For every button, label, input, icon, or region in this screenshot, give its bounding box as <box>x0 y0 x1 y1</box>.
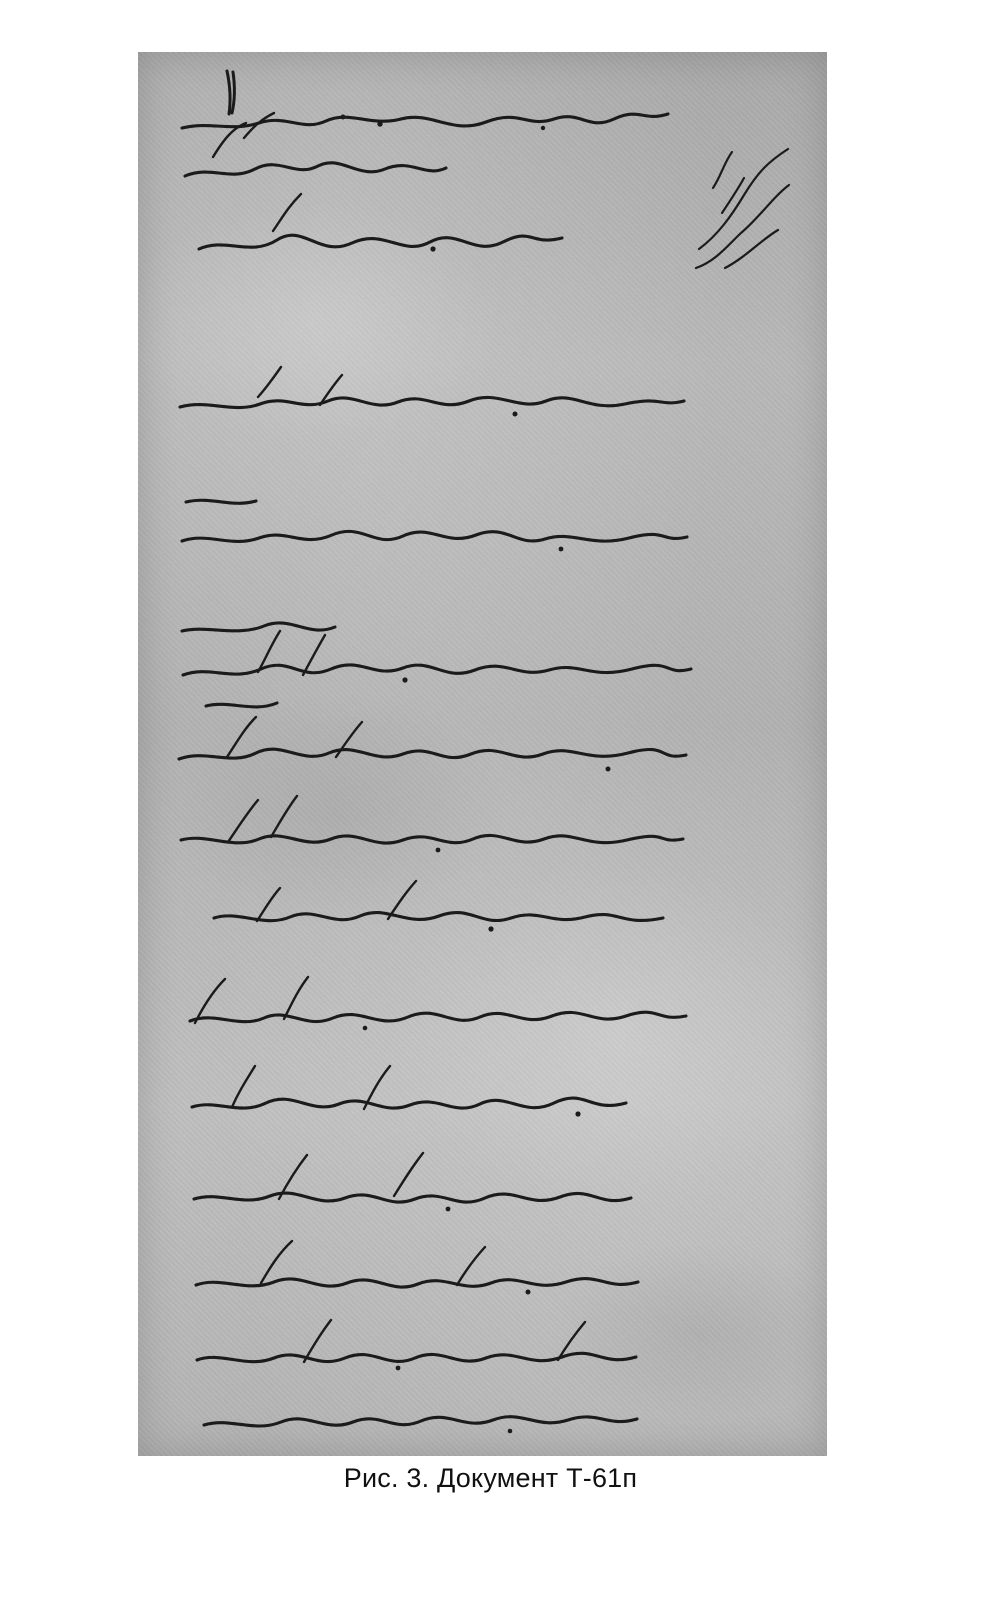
diacritic-dots <box>341 115 611 1434</box>
figure-caption: Рис. 3. Документ Т-61п <box>343 1463 638 1493</box>
persian-handwritten-manuscript <box>138 52 827 1456</box>
document-scan <box>138 52 827 1456</box>
margin-inscription <box>696 149 789 268</box>
pen-loops <box>195 113 585 1362</box>
manuscript-lines <box>179 114 691 1426</box>
top-stroke <box>227 71 234 114</box>
